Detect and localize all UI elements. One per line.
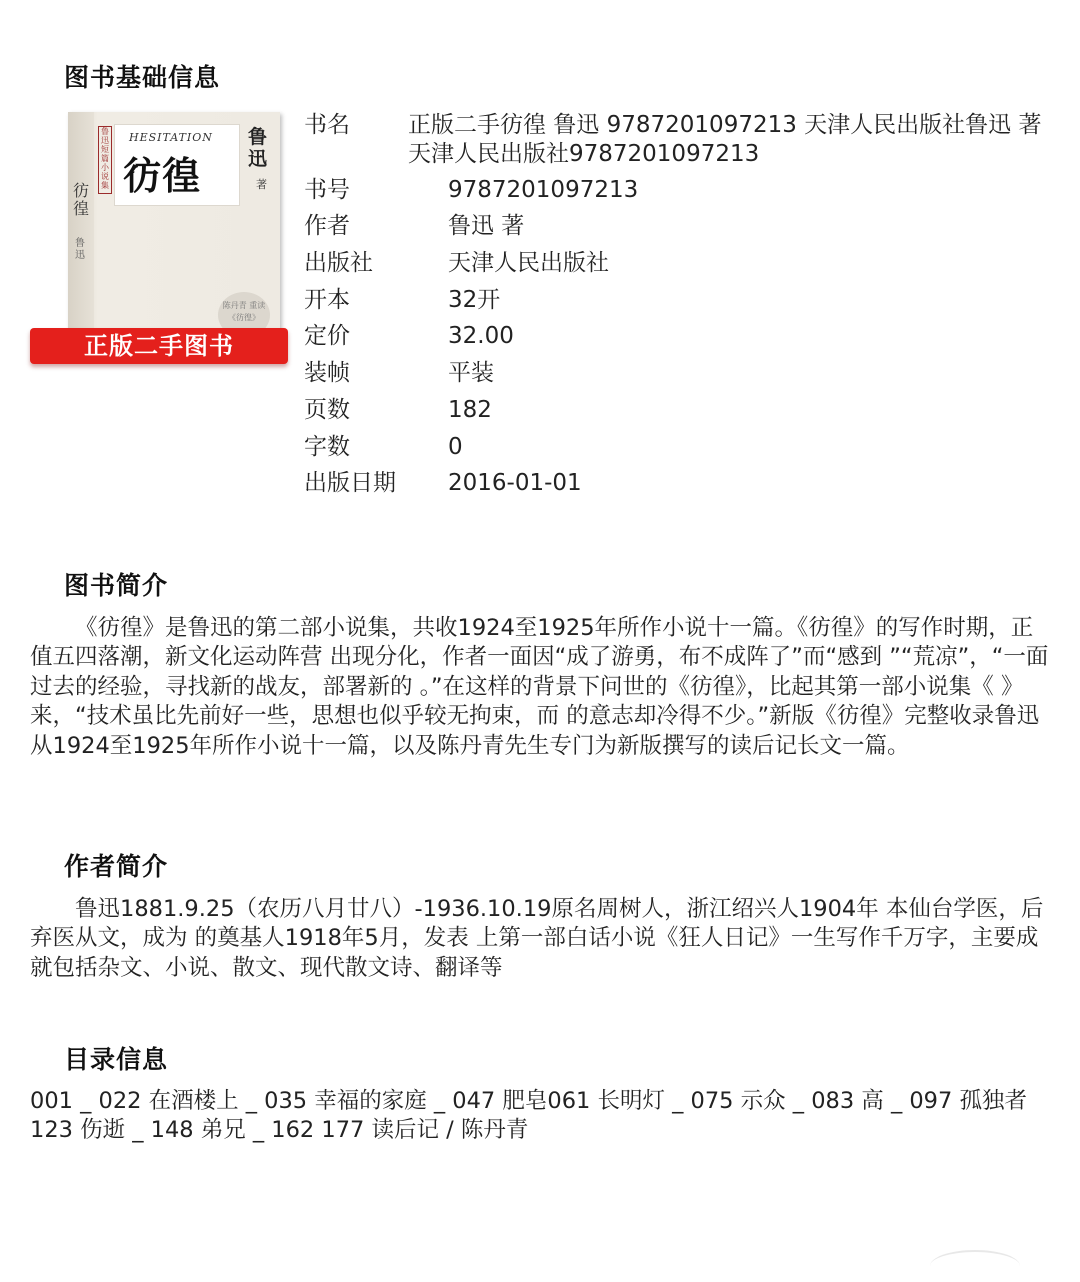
info-value: 2016-01-01 [448,470,582,497]
book-info-table [304,111,1044,506]
info-label: 出版社 [304,250,373,277]
section-heading-toc: 目录信息 [64,1045,169,1074]
info-value: 182 [448,396,492,423]
toc-text: 001 _ 022 在酒楼上 _ 035 幸福的家庭 _ 047 肥皂061 长明灯 _ 075 示众 _ 083 高 _ 097 孤独者123 伤逝 _ 148 弟兄 _ 162 177 读后记 / 陈丹青 [30,1088,1027,1144]
cover-spine [68,112,94,344]
info-label: 页数 [304,396,350,423]
cover-spine-title: 彷徨 [72,181,89,218]
info-row-publisher [304,249,1044,278]
info-label: 出版日期 [304,470,396,497]
info-row-word-count [304,433,1044,462]
cover-spine-author: 鲁迅 [75,238,85,261]
info-label: 装帧 [304,360,350,387]
info-row-isbn [304,176,1044,205]
info-row-format [304,286,1044,315]
cover-title-panel [114,124,240,206]
info-value: 天津人民出版社 [448,250,609,277]
info-label: 字数 [304,433,350,460]
info-label: 开本 [304,286,350,313]
info-value: 正版二手彷徨 鲁迅 9787201097213 天津人民出版社鲁迅 著天津人民出版社9787201097213 [408,112,1042,167]
cover-english-title: HESITATION [129,131,213,144]
info-value: 9787201097213 [448,176,639,203]
info-label: 定价 [304,323,350,350]
cover-author-suffix: 著 [256,178,267,191]
section-heading-book-intro: 图书简介 [64,571,169,600]
cover-series-label: 鲁迅短篇小说集 [98,126,112,194]
author-intro-text: 鲁迅1881.9.25（农历八月廿八）-1936.10.19原名周树人，浙江绍兴人1904年 本仙台学医，后弃医从文，成为 的奠基人1918年5月，发表 上第一部白话小说《狂人日记》一生写作千万字，主要成就包括杂文、小说、散文、现代散文诗、翻译等 [30,896,1044,981]
info-label: 书号 [304,176,350,203]
info-row-pages [304,396,1044,425]
info-row-price [304,322,1044,351]
section-heading-author-intro: 作者简介 [64,852,169,881]
bottom-edge-decoration [930,1250,1020,1282]
info-value: 鲁迅 著 [448,213,525,240]
cover-stamp: 陈丹青 重读《彷徨》 [218,292,270,338]
cover-author: 鲁迅 [248,126,268,170]
info-row-publish-date [304,469,1044,498]
info-value: 32.00 [448,323,514,350]
info-value: 平装 [448,360,494,387]
cover-chinese-title: 彷徨 [123,153,202,198]
book-cover-image [30,112,290,364]
book-cover [68,112,280,344]
info-value: 32开 [448,286,501,313]
info-label: 书名 [304,112,350,138]
book-intro-text: 《彷徨》是鲁迅的第二部小说集，共收1924至1925年所作小说十一篇。《彷徨》的写作时期，正值五四落潮，新文化运动阵营 出现分化，作者一面因“成了游勇，布不成阵了”而“感到 ”“荒凉”，“一面 过去的经验，寻找新的战友，部署新的 。”在这样的背景下问世的《彷徨》，比起其第一部小说集《 》来，“技术虽比先前好一些，思想也似乎较无拘束，而 的意志却冷得不少。”新版《彷徨》完整收录鲁迅从1924至1925年所作小说十一篇，以及陈丹青先生专门为新版撰写的读后记长文一篇。 [30,615,1049,759]
cover-banner: 正版二手图书 [30,328,288,364]
info-row-binding [304,359,1044,388]
info-value: 0 [448,433,463,460]
section-heading-basic-info: 图书基础信息 [64,63,221,92]
info-row-author [304,212,1044,241]
info-row-title [304,111,1044,169]
info-label: 作者 [304,213,350,240]
